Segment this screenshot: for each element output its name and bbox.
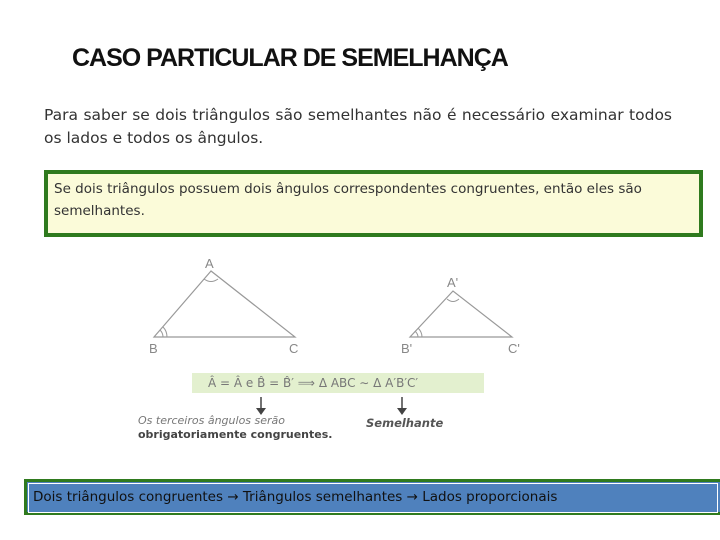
- rule-box: Se dois triângulos possuem dois ângulos correspondentes congruentes, então eles são semelhantes.: [44, 170, 703, 237]
- angle-a-prime-mark: [447, 299, 459, 302]
- vertex-b-label: B: [149, 341, 158, 356]
- arrow-down-icon: [256, 397, 266, 415]
- angle-b-prime-mark-2: [415, 331, 418, 337]
- page-title: CASO PARTICULAR DE SEMELHANÇA: [72, 44, 508, 72]
- note-line-1: Os terceiros ângulos serão: [138, 414, 286, 427]
- arrow-down-icon: [397, 397, 407, 415]
- vertex-a-prime-label: A': [447, 275, 459, 290]
- note-third-angles: [138, 414, 368, 442]
- vertex-b-prime-label: B': [401, 341, 413, 356]
- note-line-2: obrigatoriamente congruentes.: [138, 428, 333, 441]
- equation-text: Â = Â e B̂ = B̂′ ⟹ Δ ABC ∼ Δ A′B′C′: [208, 376, 419, 390]
- angle-b-mark: [163, 327, 167, 337]
- triangle-a-b-c-prime: [410, 291, 512, 337]
- angle-b-mark-2: [160, 330, 163, 337]
- angle-b-prime-mark: [418, 328, 422, 337]
- triangle-abc: [154, 271, 295, 337]
- vertex-c-prime-label: C': [508, 341, 520, 356]
- vertex-a-label: A: [205, 256, 214, 271]
- vertex-c-label: C: [289, 341, 299, 356]
- intro-paragraph: Para saber se dois triângulos são semelhantes não é necessário examinar todos os lados e todos os ângulos.: [44, 106, 672, 147]
- note-similar: Semelhante: [366, 416, 444, 430]
- angle-a-mark: [204, 279, 218, 282]
- summary-box: Dois triângulos congruentes → Triângulos semelhantes → Lados proporcionais: [24, 479, 720, 515]
